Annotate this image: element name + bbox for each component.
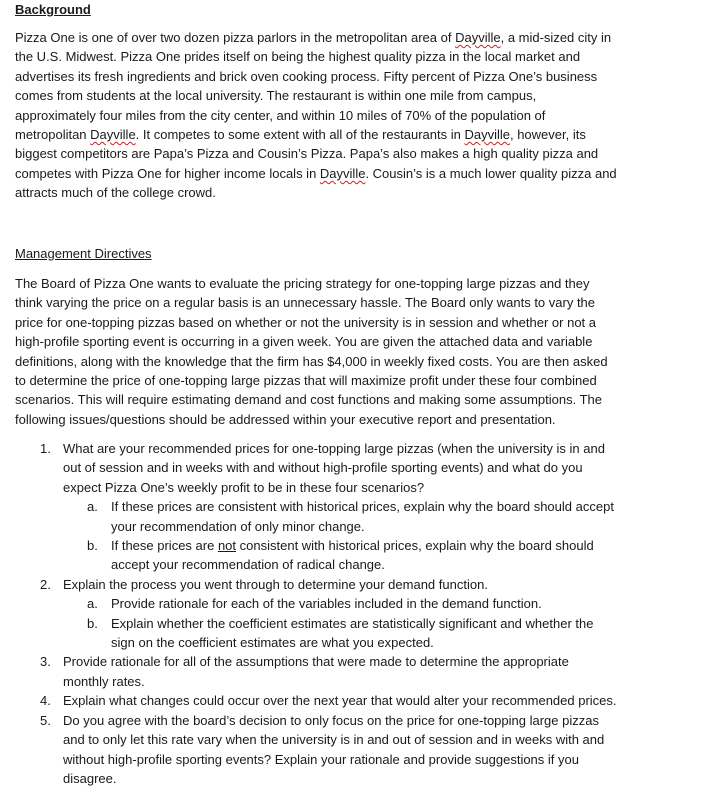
text-line: biggest competitors are Papa’s Pizza and Cousin’s Pizza. Papa’s also makes a high quality pizza and bbox=[15, 146, 599, 162]
text-line: accept your recommendation of radical change. bbox=[111, 557, 385, 573]
sub-question-item bbox=[0, 594, 714, 613]
text-line: to determine the price of one-topping large pizzas that will maximize profit under these four combined bbox=[15, 373, 597, 389]
management-paragraph bbox=[15, 274, 645, 429]
question-number: 2. bbox=[40, 576, 51, 592]
question-text bbox=[63, 439, 714, 497]
text-line: approximately four miles from the city center, and within 10 miles of 70% of the population of bbox=[15, 107, 546, 123]
text-line: Provide rationale for all of the assumptions that were made to determine the appropriate bbox=[63, 654, 569, 670]
text-line: Provide rationale for each of the variables included in the demand function. bbox=[111, 596, 542, 612]
question-text bbox=[63, 575, 714, 594]
spellcheck-word[interactable]: Dayville bbox=[464, 127, 510, 143]
sub-question-text bbox=[111, 497, 714, 536]
sub-question-item bbox=[0, 497, 714, 536]
sub-question-letter: a. bbox=[87, 596, 98, 612]
management-heading: Management Directives bbox=[15, 246, 152, 261]
text-line: Pizza One is one of over two dozen pizza parlors in the metropolitan area of Dayville, a mid-sized city in bbox=[15, 30, 612, 45]
text-line: Do you agree with the board’s decision to only focus on the price for one-topping large pizzas bbox=[63, 712, 599, 728]
background-heading: Background bbox=[15, 2, 91, 17]
question-number: 5. bbox=[40, 712, 51, 728]
text-line: Explain what changes could occur over the next year that would alter your recommended prices. bbox=[63, 693, 617, 709]
text-line: advertises its fresh ingredients and brick oven cooking process. Fifty percent of Pizza One’s business bbox=[15, 68, 598, 84]
text-line: think varying the price on a regular basis is an unnecessary hassle. The Board only wants to vary the bbox=[15, 295, 596, 311]
text-line: monthly rates. bbox=[63, 673, 145, 689]
sub-question-letter: b. bbox=[87, 538, 98, 554]
question-item bbox=[0, 691, 714, 710]
text-line: and to only let this rate vary when the university is in and out of session and in weeks with and bbox=[63, 732, 605, 748]
question-number: 4. bbox=[40, 693, 51, 709]
spellcheck-word[interactable]: Dayville bbox=[90, 127, 136, 143]
question-item bbox=[0, 439, 714, 575]
sub-question-item bbox=[0, 614, 714, 653]
text-line: price for one-topping pizzas based on whether or not the university is in session and whether or not a bbox=[15, 314, 597, 330]
sub-question-letter: a. bbox=[87, 499, 98, 515]
background-paragraph bbox=[15, 28, 645, 203]
text-line: metropolitan Dayville. It competes to some extent with all of the restaurants in Dayville, however, its bbox=[15, 127, 586, 143]
text-line: definitions, along with the knowledge that the firm has $4,000 in weekly fixed costs. You are then asked bbox=[15, 353, 608, 369]
question-text bbox=[63, 652, 714, 691]
spellcheck-word[interactable]: Dayville bbox=[455, 30, 501, 45]
question-number: 1. bbox=[40, 441, 51, 456]
spellcheck-word[interactable]: Dayville bbox=[319, 165, 366, 181]
text-line: disagree. bbox=[63, 770, 117, 786]
question-text bbox=[63, 691, 714, 710]
text-line: If these prices are not consistent with historical prices, explain why the board should bbox=[111, 538, 594, 554]
text-line: comes from students at the local university. The restaurant is within one mile from campus, bbox=[15, 88, 537, 104]
sub-question-text bbox=[111, 594, 714, 613]
text-line: following issues/questions should be addressed within your executive report and presentation. bbox=[15, 411, 556, 427]
sub-question-letter: b. bbox=[87, 615, 98, 631]
text-line: Explain whether the coefficient estimates are statistically significant and whether the bbox=[111, 615, 594, 631]
text-line: attracts much of the college crowd. bbox=[15, 185, 216, 201]
text-line: What are your recommended prices for one-topping large pizzas (when the university is in and bbox=[63, 441, 605, 456]
question-item bbox=[0, 652, 714, 691]
text-line: your recommendation of only minor change. bbox=[111, 518, 365, 534]
text-line: the U.S. Midwest. Pizza One prides itself on being the highest quality pizza in the local market and bbox=[15, 49, 581, 65]
text-line: out of session and in weeks with and without high-profile sporting events) and what do you bbox=[63, 460, 583, 476]
question-item bbox=[0, 575, 714, 653]
text-line: expect Pizza One’s weekly profit to be in these four scenarios? bbox=[63, 479, 425, 495]
underlined-word: not bbox=[217, 538, 237, 554]
question-number: 3. bbox=[40, 654, 51, 670]
text-line: If these prices are consistent with historical prices, explain why the board should accept bbox=[111, 499, 614, 515]
text-line: high-profile sporting event is occurring in a given week. You are given the attached data and variable bbox=[15, 334, 593, 350]
sub-question-text bbox=[111, 614, 714, 653]
text-line: without high-profile sporting events? Explain your rationale and provide suggestions if you bbox=[63, 751, 579, 767]
sub-question-text bbox=[111, 536, 714, 575]
text-line: The Board of Pizza One wants to evaluate the pricing strategy for one-topping large pizzas and they bbox=[15, 276, 590, 291]
text-line: scenarios. This will require estimating demand and cost functions and making some assumptions. The bbox=[15, 392, 602, 408]
question-item bbox=[0, 711, 714, 789]
question-text bbox=[63, 711, 714, 789]
sub-question-item bbox=[0, 536, 714, 575]
text-line: Explain the process you went through to determine your demand function. bbox=[63, 576, 488, 592]
text-line: sign on the coefficient estimates are what you expected. bbox=[111, 635, 434, 651]
questions-list bbox=[0, 439, 714, 788]
text-line: competes with Pizza One for higher income locals in Dayville. Cousin’s is a much lower quality pizza and bbox=[15, 165, 617, 181]
